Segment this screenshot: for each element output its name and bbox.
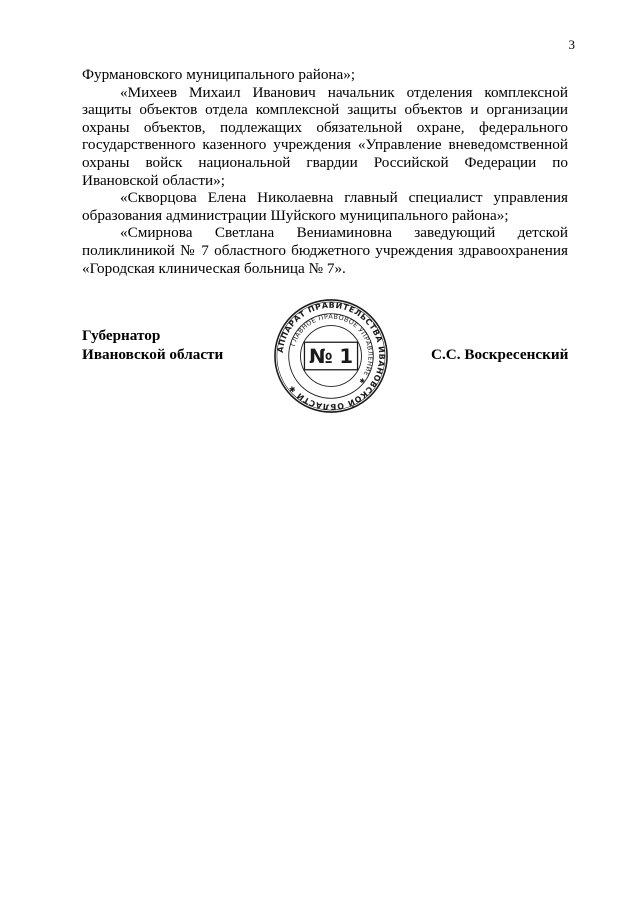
paragraph-skvortsova: «Скворцова Елена Николаевна главный специалист управления образования администрации Шуйского муниципального района»;: [82, 189, 568, 224]
document-body: [82, 66, 568, 277]
signatory-title-line2: Ивановской области: [82, 346, 224, 363]
paragraph-smirnova: «Смирнова Светлана Вениаминовна заведующий детской поликлиникой № 7 областного бюджетного учреждения здравоохранения «Городская клиническая больница № 7».: [82, 224, 568, 277]
page-number: 3: [568, 37, 575, 52]
seal-inner-text: ГЛАВНОЕ ПРАВОВОЕ УПРАВЛЕНИЕ ✱: [289, 312, 375, 386]
official-seal-stamp: [272, 297, 390, 415]
signatory-name: С.С. Воскресенский: [431, 346, 569, 363]
paragraph-mikheev: «Михеев Михаил Иванович начальник отделения комплексной защиты объектов отдела комплексной защиты объектов и организации охраны объектов, подлежащих обязательной охране, федерального государственного казенного учреждения «Управление вневедомственной охраны войск национальной гвардии Российской Федерации по Ивановской области»;: [82, 83, 568, 189]
signatory-title: [82, 326, 223, 364]
paragraph-continuation: Фурмановского муниципального района»;: [82, 66, 356, 83]
seal-number: № 1: [308, 344, 354, 368]
seal-outer-text: АППАРАТ ПРАВИТЕЛЬСТВА ИВАНОВСКОЙ ОБЛАСТИ ✱: [275, 300, 387, 412]
signatory-title-line1: Губернатор: [82, 327, 161, 344]
